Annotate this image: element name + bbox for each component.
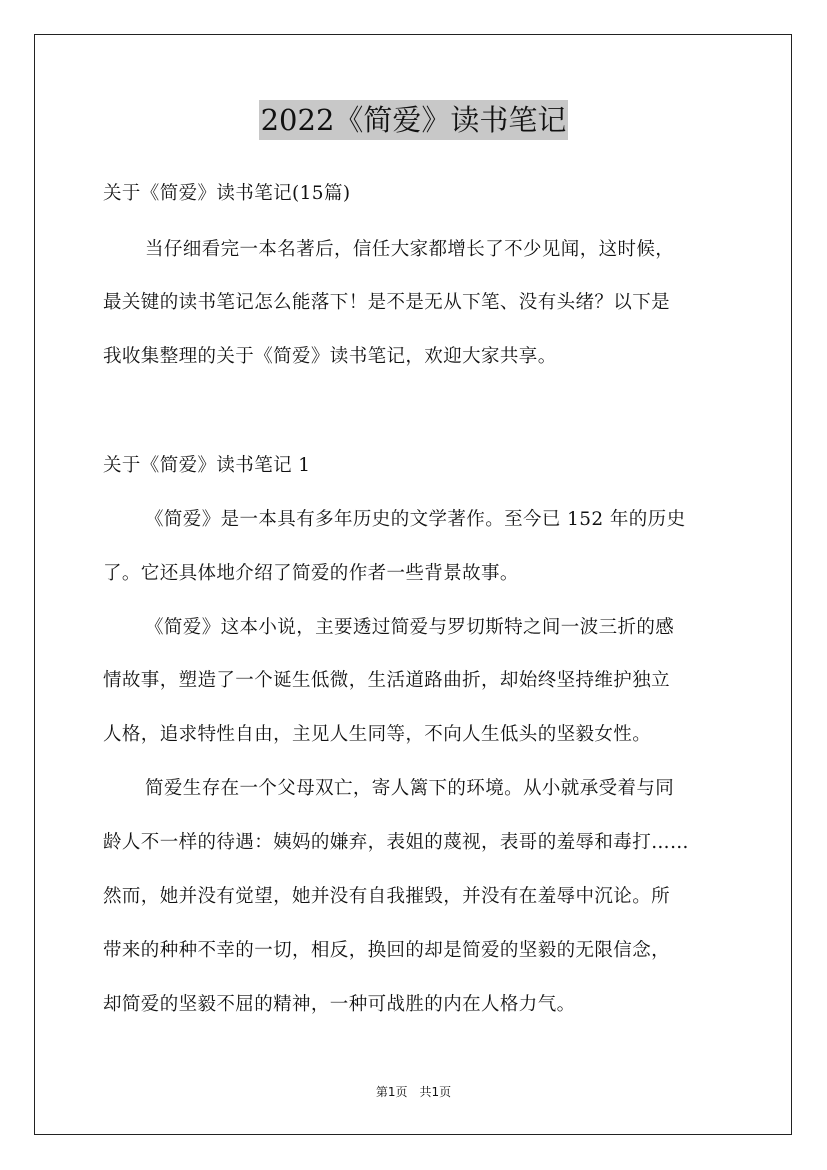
paragraph-line: 情故事，塑造了一个诞生低微，生活道路曲折，却始终坚持维护独立 (103, 670, 671, 691)
intro-line: 最关键的读书笔记怎么能落下！是不是无从下笔、没有头绪？以下是 (103, 292, 671, 313)
intro-line: 我收集整理的关于《简爱》读书笔记，欢迎大家共享。 (103, 346, 557, 367)
page-footer: 第1页 共1页 (375, 1085, 452, 1099)
title-container (0, 100, 827, 140)
paragraph-line: 简爱生存在一个父母双亡，寄人篱下的环境。从小就承受着与同 (145, 778, 675, 799)
section-heading: 关于《简爱》读书笔记 1 (103, 455, 311, 476)
document-subtitle: 关于《简爱》读书笔记(15篇) (103, 183, 351, 204)
paragraph-line: 《简爱》这本小说，主要透过简爱与罗切斯特之间一波三折的感 (145, 617, 675, 638)
paragraph-line: 《简爱》是一本具有多年历史的文学著作。至今已 152 年的历史 (145, 509, 686, 530)
paragraph-line: 带来的种种不幸的一切，相反，换回的却是简爱的坚毅的无限信念， (103, 940, 671, 961)
paragraph-line: 然而，她并没有觉望，她并没有自我摧毁，并没有在羞辱中沉论。所 (103, 886, 671, 907)
intro-line: 当仔细看完一本名著后，信任大家都增长了不少见闻，这时候， (145, 239, 675, 260)
paragraph-line: 却简爱的坚毅不屈的精神，一种可战胜的内在人格力气。 (103, 994, 576, 1015)
paragraph-line: 人格，追求特性自由，主见人生同等，不向人生低头的坚毅女性。 (103, 724, 652, 745)
paragraph-line: 龄人不一样的待遇：姨妈的嫌弃，表姐的蔑视，表哥的羞辱和毒打…… (103, 832, 689, 853)
document-title: 2022《简爱》读书笔记 (259, 100, 569, 140)
paragraph-line: 了。它还具体地介绍了简爱的作者一些背景故事。 (103, 563, 519, 584)
